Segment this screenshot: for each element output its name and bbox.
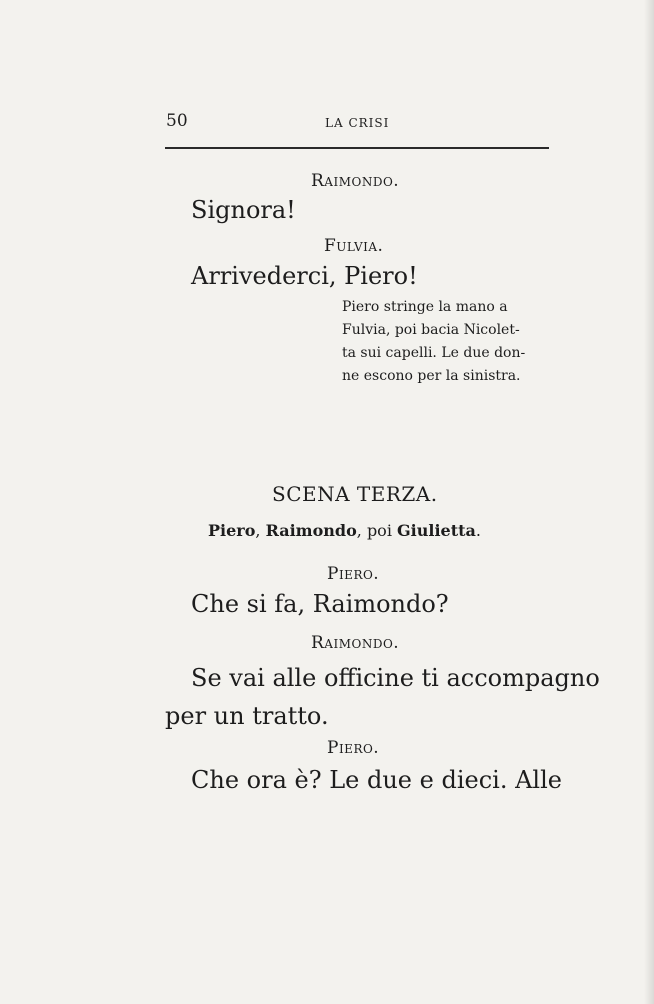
stage-direction-line: ta sui capelli. Le due don- bbox=[342, 345, 526, 361]
cast-separator: , bbox=[255, 521, 266, 540]
cast-name: Raimondo bbox=[265, 521, 357, 540]
dialogue-line: Signora! bbox=[191, 196, 296, 224]
scene-title: SCENA TERZA. bbox=[272, 482, 438, 506]
speaker-piero: Piero. bbox=[327, 564, 380, 584]
speaker-raimondo: Raimondo. bbox=[311, 171, 400, 191]
stage-direction-line: ne escono per la sinistra. bbox=[342, 368, 521, 384]
running-title: LA CRISI bbox=[325, 116, 390, 130]
stage-direction bbox=[342, 296, 552, 388]
header-rule bbox=[165, 147, 549, 149]
dialogue-line: Che si fa, Raimondo? bbox=[191, 590, 449, 618]
dialogue-line: Arrivederci, Piero! bbox=[191, 262, 418, 290]
cast-name: Piero bbox=[208, 521, 256, 540]
page-edge-shadow bbox=[644, 0, 654, 1004]
stage-direction-line: Piero stringe la mano a bbox=[342, 299, 508, 315]
dialogue-line: Che ora è? Le due e dieci. Alle bbox=[191, 766, 562, 794]
speaker-piero: Piero. bbox=[327, 738, 380, 758]
cast-separator: , poi bbox=[356, 521, 398, 540]
cast-end: . bbox=[475, 521, 481, 540]
dialogue-line: per un tratto. bbox=[165, 702, 329, 730]
stage-direction-line: Fulvia, poi bacia Nicolet- bbox=[342, 322, 520, 338]
speaker-raimondo: Raimondo. bbox=[311, 633, 400, 653]
page-number: 50 bbox=[166, 111, 188, 131]
cast-name: Giulietta bbox=[397, 521, 476, 540]
cast-list bbox=[208, 521, 481, 540]
dialogue-line: Se vai alle officine ti accompagno bbox=[191, 664, 600, 692]
speaker-fulvia: Fulvia. bbox=[324, 236, 384, 256]
